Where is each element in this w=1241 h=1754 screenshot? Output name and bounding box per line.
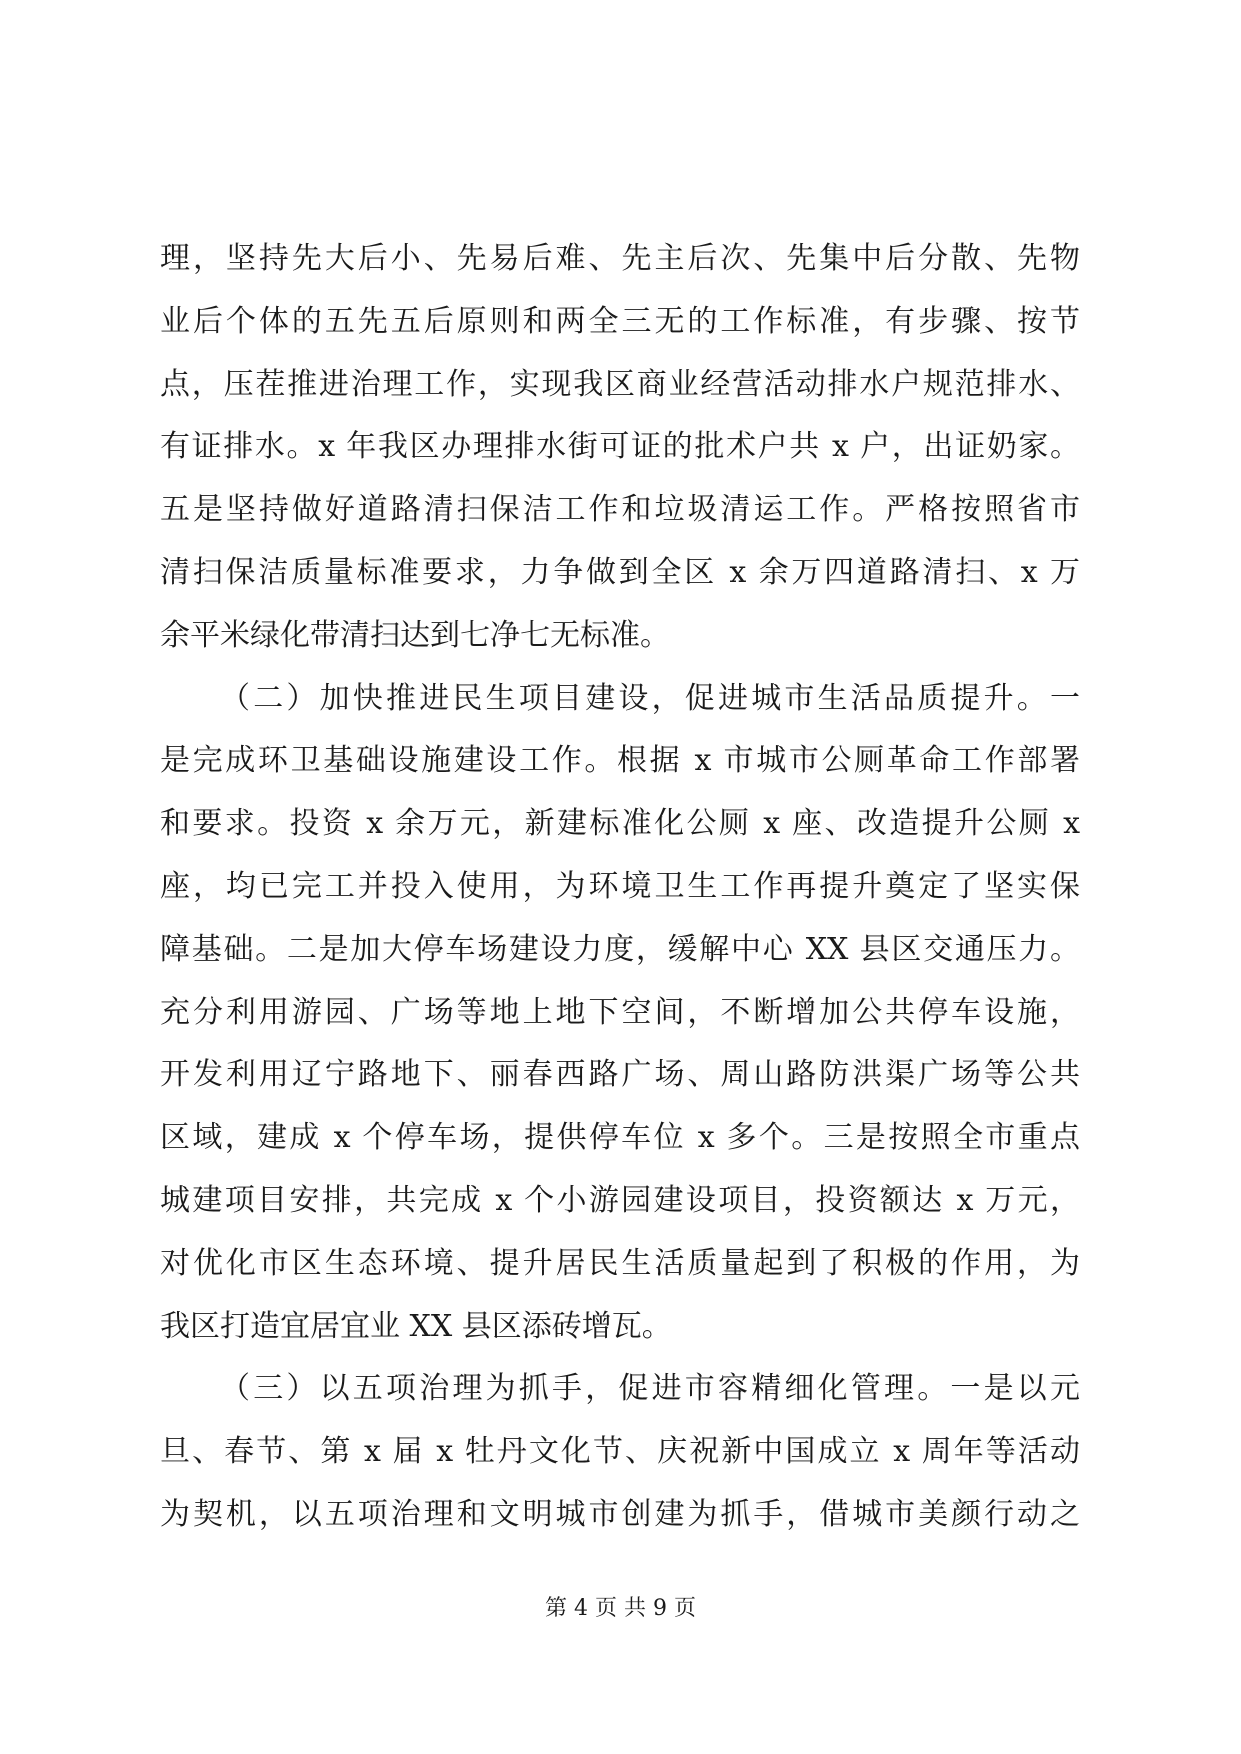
text-line: 我区打造宜居宜业 XX 县区添砖增瓦。 (160, 1308, 672, 1344)
text-line: 对优化市区生态环境、提升居民生活质量起到了积极的作用，为 (160, 1245, 1080, 1281)
paragraph-heading-line: （三）以五项治理为抓手，促进市容精细化管理。一是以元 (220, 1371, 1080, 1407)
paragraph-heading-line: （二）加快推进民生项目建设，促进城市生活品质提升。一 (220, 680, 1080, 716)
text-line: 理，坚持先大后小、先易后难、先主后次、先集中后分散、先物 (160, 241, 1080, 276)
text-line: 业后个体的五先五后原则和两全三无的工作标准，有步骤、按节 (160, 303, 1080, 339)
text-line: 五是坚持做好道路清扫保洁工作和垃圾清运工作。严格按照省市 (160, 492, 1080, 528)
text-line: 充分利用游园、广场等地上地下空间，不断增加公共停车设施， (160, 994, 1080, 1030)
text-line: 是完成环卫基础设施建设工作。根据 x 市城市公厕革命工作部署 (160, 743, 1080, 779)
text-line: 旦、春节、第 x 届 x 牡丹文化节、庆祝新中国成立 x 周年等活动 (160, 1434, 1080, 1470)
text-line: 余平米绿化带清扫达到七净七无标准。 (160, 617, 670, 653)
text-line: 区域，建成 x 个停车场，提供停车位 x 多个。三是按照全市重点 (160, 1120, 1080, 1156)
text-line: 开发利用辽宁路地下、丽春西路广场、周山路防洪渠广场等公共 (160, 1057, 1080, 1093)
text-line: 城建项目安排，共完成 x 个小游园建设项目，投资额达 x 万元， (160, 1182, 1080, 1218)
text-line: 障基础。二是加大停车场建设力度，缓解中心 XX 县区交通压力。 (160, 931, 1080, 967)
text-line: 有证排水。x 年我区办理排水街可证的批术户共 x 户，出证奶家。 (160, 429, 1080, 465)
text-line: 点，压茬推进治理工作，实现我区商业经营活动排水户规范排水、 (160, 366, 1080, 402)
document-body (160, 228, 1080, 1547)
text-line: 清扫保洁质量标准要求，力争做到全区 x 余万四道路清扫、x 万 (160, 554, 1080, 590)
page-number-footer: 第 4 页 共 9 页 (545, 1596, 696, 1621)
text-line: 为契机，以五项治理和文明城市创建为抓手，借城市美颜行动之 (160, 1496, 1080, 1532)
text-line: 座，均已完工并投入使用，为环境卫生工作再提升奠定了坚实保 (160, 868, 1080, 904)
text-line: 和要求。投资 x 余万元，新建标准化公厕 x 座、改造提升公厕 x (160, 806, 1080, 842)
